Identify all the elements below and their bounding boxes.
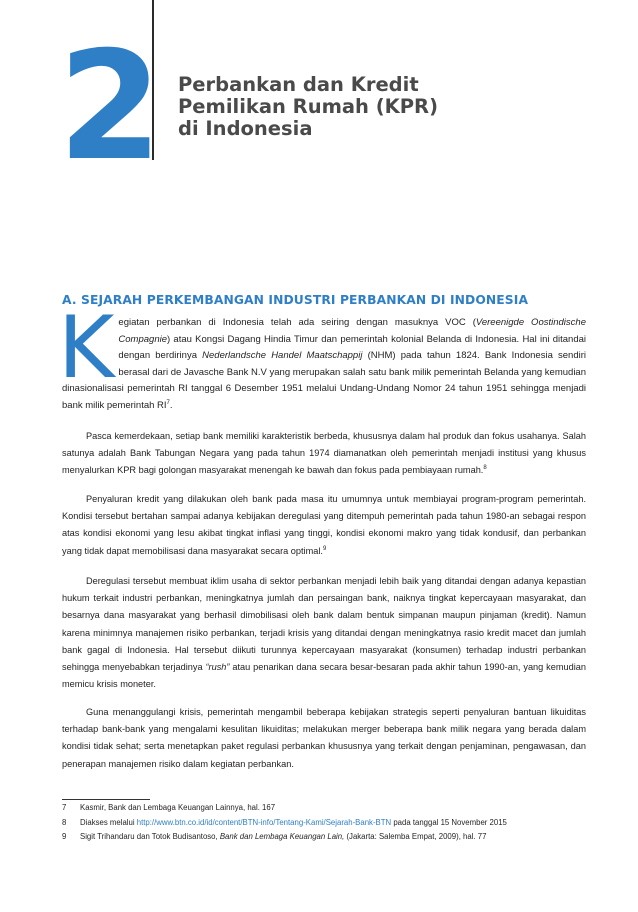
paragraph-4-text-a: Deregulasi tersebut membuat iklim usaha di sektor perbankan menjadi lebih baik yang ditandai dengan adanya kepastian hukum terkait industri perbankan, meningkatnya jumlah dan persaingan bank, naiknya tingkat kepercayaan masyarakat, dan besarnya dana masyarakat yang berhasil dimobilisasi oleh bank dalam bentuk simpanan maupun pinjaman (kredit). Namun karena minimnya manajemen risiko perbankan, terjadi krisis yang ditandai dengan meningkatnya rasio kredit macet dan jumlah bank gagal di Indonesia. Hal tersebut diikuti turunnya kepercayaan masyarakat (konsumen) terhadap industri perbankan sehingga menyebabkan terjadinya [62, 576, 586, 673]
paragraph-2 [62, 428, 586, 480]
paragraph-4-italic-rush: “rush” [205, 662, 230, 673]
footnote-text: Kasmir, Bank dan Lembaga Keuangan Lainnya, hal. 167 [80, 803, 276, 812]
footnote-number: 9 [62, 832, 67, 841]
paragraph-3-text: Penyaluran kredit yang dilakukan oleh bank pada masa itu umumnya untuk membiayai program-program pemerintah. Kondisi tersebut bertahan sampai adanya kebijakan deregulasi yang ditempuh pemerintah pada tahun 1980-an sebagai respon atas kondisi ekonomi yang lesu akibat tingkat inflasi yang tinggi, kondisi ekonomi makro yang tidak kondusif, dan perbankan yang tidak dapat memobilisasi dana masyarakat secara optimal. [62, 494, 586, 556]
footnote-ref-8: 8 [483, 465, 487, 472]
chapter-title-line-1: Perbankan dan Kredit [178, 73, 419, 96]
paragraph-1-end: . [169, 399, 173, 411]
drop-cap: K [58, 298, 115, 398]
footnote-italic-title: Bank dan Lembaga Keuangan Lain, [219, 832, 345, 841]
chapter-title-line-3: di Indonesia [178, 117, 313, 140]
chapter-title-line-2: Pemilikan Rumah (KPR) [178, 95, 438, 118]
paragraph-5 [62, 704, 586, 773]
footnote-number: 7 [62, 803, 67, 812]
footnote-text: pada tanggal 15 November 2015 [391, 818, 507, 827]
footnote-text: Sigit Trihandaru dan Totok Budisantoso, [80, 832, 220, 841]
footnote-divider [62, 799, 150, 800]
footnote-number: 8 [62, 818, 67, 827]
chapter-number: 2 [58, 20, 159, 194]
paragraph-1-text-a: egiatan perbankan di Indonesia telah ada seiring dengan masuknya VOC ( [118, 317, 476, 328]
footnote-7 [62, 802, 275, 813]
paragraph-1-italic-nhm: Nederlandsche Handel Maatschappij [202, 350, 363, 361]
footnote-text: Diakses melalui [80, 818, 137, 827]
footnote-text: (Jakarta: Salemba Empat, 2009), hal. 77 [344, 832, 487, 841]
footnote-8 [62, 817, 507, 828]
paragraph-2-text: Pasca kemerdekaan, setiap bank memiliki karakteristik berbeda, khususnya dalam hal produk dan fokus usahanya. Salah satunya adalah Bank Tabungan Negara yang pada tahun 1974 diamanatkan oleh pemerintah menjadi institusi yang khusus menyalurkan KPR bagi golongan masyarakat menengah ke bawah dan fokus pada pembiayaan rumah. [62, 431, 586, 476]
paragraph-4 [62, 573, 586, 693]
paragraph-1-text-b: ) atau Kongsi Dagang Hindia Timur dan pemerintah kolonial Belanda di Indonesia. Hal ini ditandai dengan berdirinya [118, 333, 586, 361]
footnote-9 [62, 831, 486, 842]
paragraph-4-text-b: atau penarikan dana secara besar-besaran pada akhir tahun 1990-an, yang kemudian memicu krisis moneter. [62, 662, 586, 690]
paragraph-3 [62, 491, 586, 560]
footnote-ref-7: 7 [166, 399, 170, 406]
paragraph-5-text: Guna menanggulangi krisis, pemerintah mengambil beberapa kebijakan strategis seperti penyaluran bantuan likuiditas terhadap bank-bank yang mengalami kesulitan likuiditas; melakukan merger beberapa bank milik negara yang berada dalam kondisi tidak sehat; serta menetapkan paket regulasi perbankan khususnya yang terkait dengan penjaminan, pengawasan, dan penerapan manajemen risiko dalam kegiatan perbankan. [62, 707, 586, 769]
paragraph-1-italic-voc: Vereenigde Oostindische Compagnie [118, 317, 586, 345]
paragraph-1-text-c: (NHM) pada tahun 1824. Bank Indonesia sendiri berasal dari de Javasche Bank N.V yang merupakan salah satu bank milik pemerintah Belanda yang kemudian dinasionalisasi pemerintah RI tanggal 6 Desember 1951 melalui Undang-Undang Nomor 24 tahun 1951 sehingga menjadi bank milik pemerintah RI [62, 350, 586, 411]
footnote-ref-9: 9 [322, 545, 327, 552]
chapter-title [178, 74, 438, 140]
footnote-link[interactable]: http://www.btn.co.id/id/content/BTN-info/Tentang-Kami/Sejarah-Bank-BTN [136, 818, 392, 827]
section-heading: A. SEJARAH PERKEMBANGAN INDUSTRI PERBANKAN DI INDONESIA [62, 293, 529, 307]
